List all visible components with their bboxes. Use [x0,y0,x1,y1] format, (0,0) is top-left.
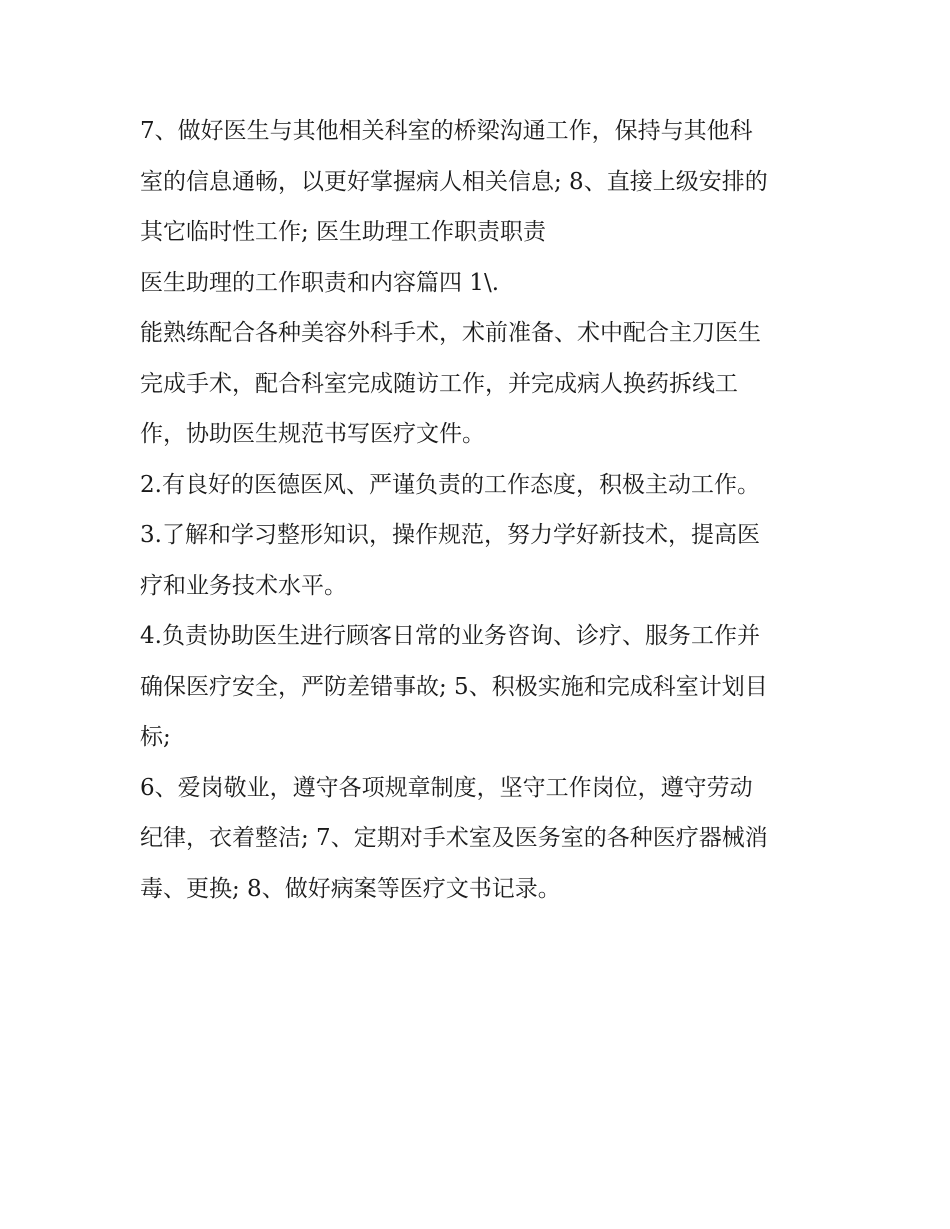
paragraph-duty-1 [140,308,830,460]
paragraph-duty-2 [140,460,830,511]
document-body [140,106,830,914]
text-line: 确保医疗安全，严防差错事故; 5、积极实施和完成科室计划目 [140,673,768,700]
paragraph-duty-7-8 [140,106,830,258]
text-line: 作，协助医生规范书写医疗文件。 [140,421,485,447]
text-line: 毒、更换; 8、做好病案等医疗文书记录。 [140,875,561,902]
text-line: 2.有良好的医德医风、严谨负责的工作态度，积极主动工作。 [140,471,760,498]
text-line: 标; [140,724,171,750]
section-heading [140,258,830,309]
text-line: 7、做好医生与其他相关科室的桥梁沟通工作，保持与其他科 [140,118,753,144]
text-line: 能熟练配合各种美容外科手术，术前准备、术中配合主刀医生 [140,320,761,346]
text-line: 医生助理的工作职责和内容篇四 1\. [140,269,500,296]
paragraph-duty-3 [140,510,830,611]
text-line: 完成手术，配合科室完成随访工作，并完成病人换药拆线工 [140,370,738,397]
text-line: 6、爱岗敬业，遵守各项规章制度，坚守工作岗位，遵守劳动 [140,774,753,801]
text-line: 4.负责协助医生进行顾客日常的业务咨询、诊疗、服务工作并 [140,623,760,649]
text-line: 3.了解和学习整形知识，操作规范，努力学好新技术，提高医 [140,522,760,548]
text-line: 疗和业务技术水平。 [140,572,347,599]
text-line: 室的信息通畅，以更好掌握病人相关信息; 8、直接上级安排的 [140,168,768,195]
paragraph-duty-6-8 [140,763,830,915]
paragraph-duty-4-5 [140,611,830,763]
text-line: 纪律，衣着整洁; 7、定期对手术室及医务室的各种医疗器械消 [140,825,768,851]
text-line: 其它临时性工作; 医生助理工作职责职责 [140,219,547,245]
